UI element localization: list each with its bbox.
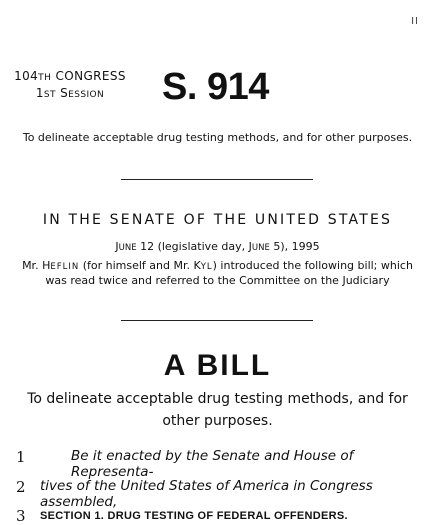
session-ordinal: ST bbox=[43, 90, 56, 100]
enacting-clause-line-2: tives of the United States of America in Congress assembled, bbox=[40, 478, 373, 510]
month2-initial: J bbox=[248, 240, 252, 253]
congress-number: 104 bbox=[14, 69, 39, 83]
divider-rule-top bbox=[121, 179, 313, 180]
cosponsor-rest: YL bbox=[200, 262, 213, 272]
enacting-clause-line-1: Be it enacted by the Senate and House of Representa- bbox=[71, 448, 354, 480]
cosponsor-initial: K bbox=[193, 259, 201, 272]
introduction-paragraph bbox=[14, 259, 421, 287]
date-middle: 12 (legislative day, bbox=[136, 240, 249, 253]
line-number-1: 1 bbox=[16, 448, 26, 466]
congress-line bbox=[10, 69, 130, 86]
session-line bbox=[10, 86, 130, 103]
session-label-initial: S bbox=[60, 86, 69, 100]
intro-prefix: Mr. bbox=[22, 259, 43, 272]
senate-heading: IN THE SENATE OF THE UNITED STATES bbox=[42, 212, 393, 228]
purpose-short: To delineate acceptable drug testing methods, and for other purposes. bbox=[22, 131, 413, 144]
a-bill-heading: A BILL bbox=[163, 349, 272, 382]
date-end: 5), 1995 bbox=[269, 240, 320, 253]
line-number-3: 3 bbox=[16, 507, 26, 525]
session-label-rest: ESSION bbox=[68, 90, 105, 100]
purpose-long: To delineate acceptable drug testing methods, and for other purposes. bbox=[27, 391, 408, 429]
congress-label: CONGRESS bbox=[55, 69, 126, 83]
session-number: 1 bbox=[35, 86, 44, 100]
month-rest: UNE bbox=[118, 243, 137, 253]
date-line bbox=[0, 240, 435, 253]
bill-number: S. 914 bbox=[162, 66, 269, 108]
month2-rest: UNE bbox=[251, 243, 270, 253]
congress-session-block bbox=[10, 69, 130, 103]
line-number-2: 2 bbox=[16, 478, 26, 496]
section-heading: SECTION 1. DRUG TESTING OF FEDERAL OFFENDERS. bbox=[40, 510, 348, 522]
congress-ordinal: TH bbox=[38, 73, 52, 83]
intro-suffix: ) introduced the following bill; which was read twice and referred to the Committee on the Judiciary bbox=[45, 259, 413, 287]
sponsor-rest: EFLIN bbox=[50, 262, 80, 272]
page-marker: II bbox=[411, 16, 419, 27]
sponsor-initial: H bbox=[42, 259, 51, 272]
month-initial: J bbox=[115, 240, 119, 253]
intro-middle: (for himself and Mr. bbox=[79, 259, 194, 272]
divider-rule-bottom bbox=[121, 320, 313, 321]
